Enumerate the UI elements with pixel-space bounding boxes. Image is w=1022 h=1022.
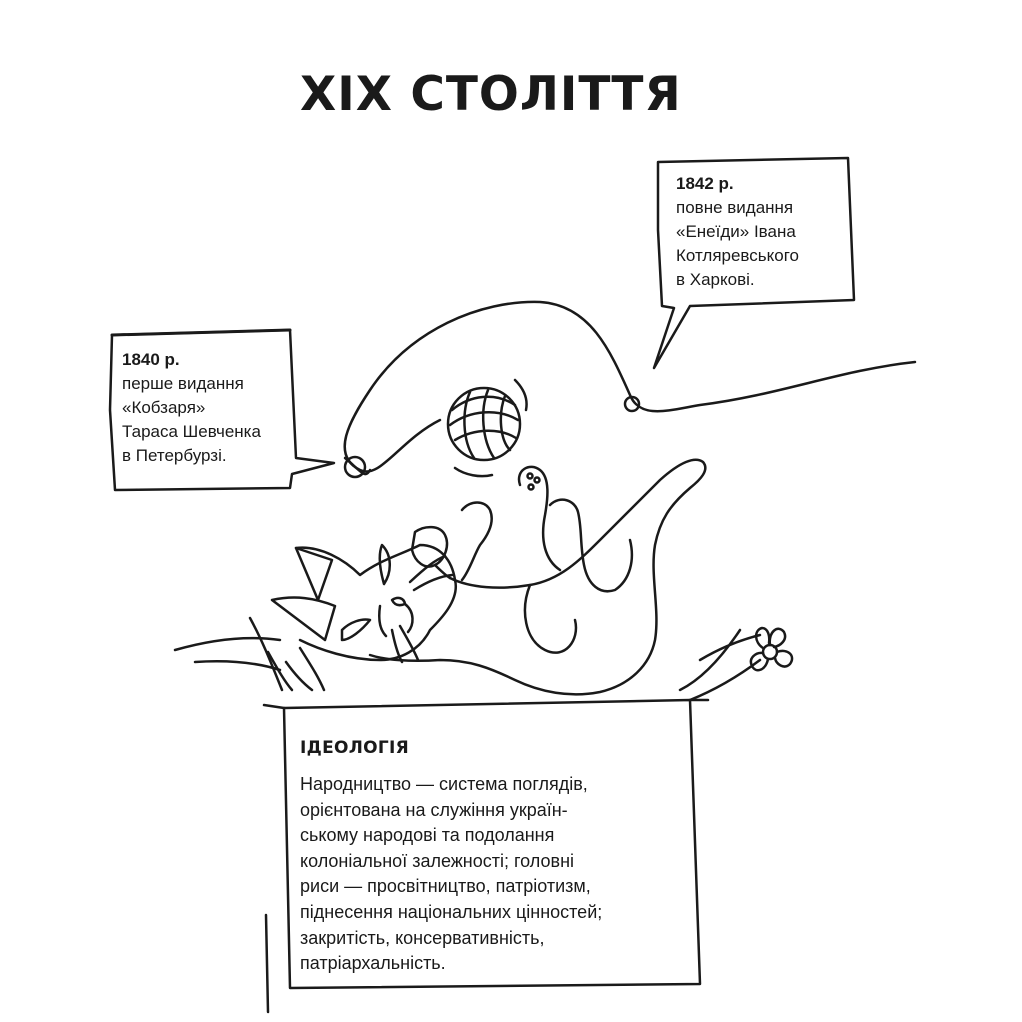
note-year: 1842 р. bbox=[676, 174, 734, 193]
cat-icon bbox=[272, 460, 705, 695]
page-title: XIX СТОЛІТТЯ bbox=[300, 67, 682, 123]
note-1842 bbox=[676, 172, 846, 292]
note-line: в Петербурзі. bbox=[122, 446, 227, 465]
note-line: «Кобзаря» bbox=[122, 398, 206, 417]
ideology-line: ському народові та подолання bbox=[300, 825, 555, 846]
note-line: в Харкові. bbox=[676, 270, 755, 289]
note-line: Тараса Шевченка bbox=[122, 422, 261, 441]
yarn-string bbox=[345, 302, 915, 472]
ideology-line: патріархальність. bbox=[300, 953, 446, 974]
note-line: перше видання bbox=[122, 374, 244, 393]
grass-left-icon bbox=[175, 618, 324, 690]
ideology-line: колоніальної залежності; головні bbox=[300, 850, 575, 871]
note-line: повне видання bbox=[676, 198, 794, 217]
ideology-box bbox=[300, 738, 680, 977]
ideology-line: риси — просвітництво, патріотизм, bbox=[300, 876, 591, 897]
ideology-heading: ІДЕОЛОГІЯ bbox=[300, 738, 410, 758]
flower-icon bbox=[751, 628, 792, 670]
note-line: Котляревського bbox=[676, 246, 799, 265]
grass-right-icon bbox=[680, 630, 760, 700]
note-year: 1840 р. bbox=[122, 350, 180, 369]
ideology-line: Народництво — система поглядів, bbox=[300, 774, 588, 794]
note-line: «Енеїди» Івана bbox=[676, 222, 796, 241]
ideology-line: орієнтована на служіння україн- bbox=[300, 799, 568, 820]
yarn-ball-icon bbox=[448, 380, 527, 476]
ideology-line: закритість, консервативність, bbox=[300, 927, 545, 948]
ideology-line: піднесення національних цінностей; bbox=[300, 901, 603, 922]
note-1840 bbox=[122, 348, 292, 468]
